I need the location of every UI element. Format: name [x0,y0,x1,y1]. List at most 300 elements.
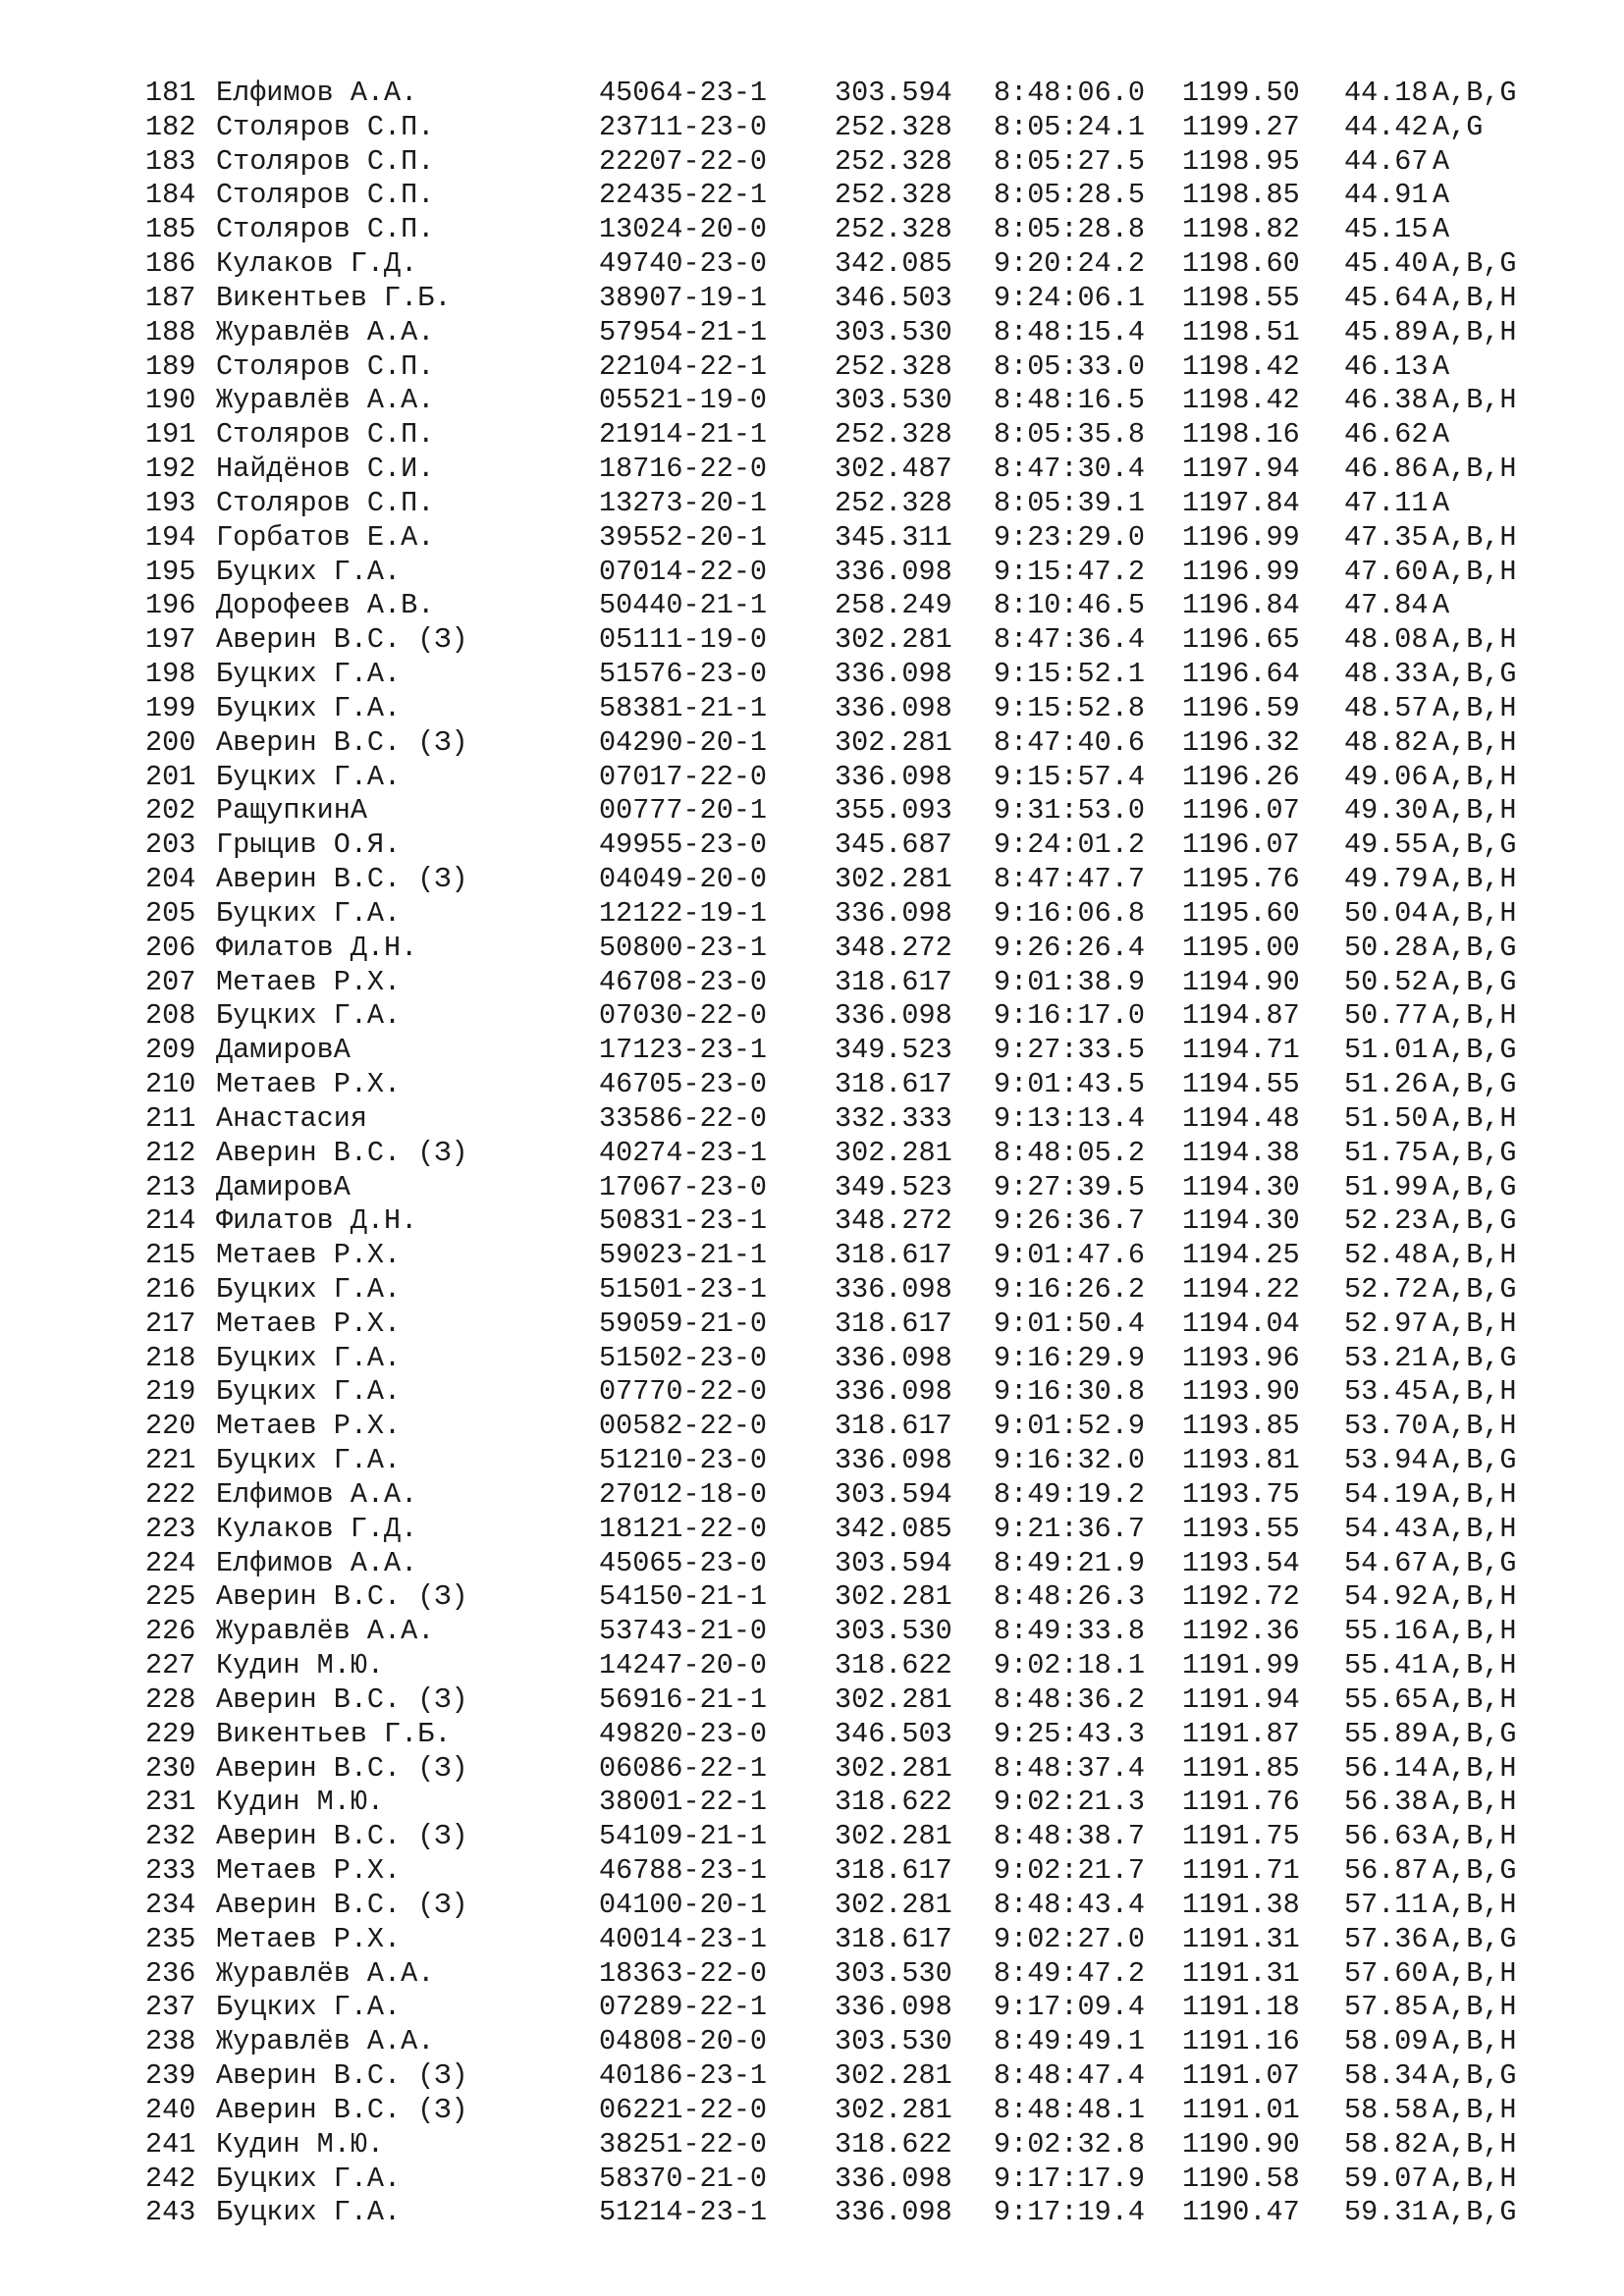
distance-cell: 342.085 [835,247,952,281]
groups-cell: A,B,G [1433,247,1517,281]
ring-number-cell: 17123-23-1 [599,1034,768,1067]
arrival-time-cell: 8:48:43.4 [994,1888,1145,1921]
distance-cell: 336.098 [835,2196,952,2229]
ring-number-cell: 05521-19-0 [599,384,768,417]
place-cell: 182 [145,110,196,143]
result-row [145,1513,1549,1547]
result-row [145,487,1549,521]
speed-cell: 1198.16 [1182,418,1300,452]
result-row [145,1102,1549,1137]
coefficient-cell: 55.65 [1344,1682,1429,1716]
groups-cell: A [1433,213,1450,246]
place-cell: 215 [145,1239,196,1272]
result-row [145,1752,1549,1787]
coefficient-cell: 46.62 [1344,418,1429,452]
groups-cell: A [1433,589,1450,622]
ring-number-cell: 40014-23-1 [599,1922,768,1955]
speed-cell: 1196.99 [1182,520,1300,554]
speed-cell: 1198.42 [1182,349,1300,383]
speed-cell: 1190.58 [1182,2162,1300,2195]
arrival-time-cell: 9:13:13.4 [994,1101,1145,1135]
arrival-time-cell: 8:48:38.7 [994,1820,1145,1853]
speed-cell: 1196.59 [1182,691,1300,724]
result-row [145,384,1549,418]
speed-cell: 1195.76 [1182,863,1300,896]
distance-cell: 302.487 [835,453,952,486]
distance-cell: 336.098 [835,2162,952,2195]
result-row [145,1478,1549,1513]
place-cell: 241 [145,2127,196,2161]
ring-number-cell: 12122-19-1 [599,896,768,930]
groups-cell: A,B,G [1433,1546,1517,1579]
result-row [145,1342,1549,1376]
place-cell: 219 [145,1375,196,1409]
groups-cell: A,B,H [1433,384,1517,417]
speed-cell: 1191.31 [1182,1956,1300,1990]
groups-cell: A,B,H [1433,1580,1517,1614]
groups-cell: A,B,G [1433,931,1517,964]
distance-cell: 336.098 [835,1444,952,1477]
result-row [145,1171,1549,1205]
ring-number-cell: 23711-23-0 [599,110,768,143]
result-row [145,2094,1549,2128]
place-cell: 201 [145,760,196,793]
speed-cell: 1199.50 [1182,77,1300,109]
result-row [145,2128,1549,2163]
groups-cell: A [1433,349,1450,383]
place-cell: 229 [145,1717,196,1750]
arrival-time-cell: 9:01:52.9 [994,1410,1145,1443]
distance-cell: 302.281 [835,623,952,657]
groups-cell: A,B,H [1433,1307,1517,1340]
arrival-time-cell: 8:49:21.9 [994,1546,1145,1579]
distance-cell: 336.098 [835,1272,952,1306]
result-row [145,658,1549,692]
arrival-time-cell: 9:16:17.0 [994,999,1145,1033]
result-row [145,2025,1549,2059]
ring-number-cell: 13273-20-1 [599,486,768,519]
fancier-name-cell: Аверин В.С. (З) [216,725,468,759]
coefficient-cell: 50.04 [1344,896,1429,930]
ring-number-cell: 58381-21-1 [599,691,768,724]
place-cell: 188 [145,315,196,348]
speed-cell: 1191.31 [1182,1922,1300,1955]
groups-cell: A,B,G [1433,1922,1517,1955]
arrival-time-cell: 8:48:15.4 [994,315,1145,348]
coefficient-cell: 52.48 [1344,1239,1429,1272]
distance-cell: 252.328 [835,144,952,178]
groups-cell: A,B,G [1433,1272,1517,1306]
ring-number-cell: 57954-21-1 [599,315,768,348]
result-row [145,1991,1549,2025]
coefficient-cell: 47.84 [1344,589,1429,622]
place-cell: 212 [145,1136,196,1169]
groups-cell: A,B,H [1433,1751,1517,1785]
arrival-time-cell: 8:05:28.5 [994,179,1145,212]
groups-cell: A,B,H [1433,1649,1517,1682]
arrival-time-cell: 9:02:32.8 [994,2127,1145,2161]
speed-cell: 1193.85 [1182,1410,1300,1443]
coefficient-cell: 48.08 [1344,623,1429,657]
fancier-name-cell: Найдёнов С.И. [216,453,435,486]
groups-cell: A,B,H [1433,1615,1517,1648]
coefficient-cell: 49.06 [1344,760,1429,793]
result-row [145,145,1549,180]
groups-cell: A,B,H [1433,1512,1517,1545]
arrival-time-cell: 9:02:21.3 [994,1786,1145,1819]
arrival-time-cell: 9:17:09.4 [994,1991,1145,2024]
groups-cell: A,B,H [1433,2162,1517,2195]
fancier-name-cell: Елфимов А.А. [216,77,418,109]
coefficient-cell: 45.40 [1344,247,1429,281]
groups-cell: A,B,H [1433,1991,1517,2024]
distance-cell: 303.530 [835,2025,952,2058]
ring-number-cell: 50440-21-1 [599,589,768,622]
arrival-time-cell: 9:01:43.5 [994,1068,1145,1101]
arrival-time-cell: 8:48:16.5 [994,384,1145,417]
result-row [145,1410,1549,1444]
place-cell: 213 [145,1170,196,1203]
result-row [145,77,1549,111]
fancier-name-cell: Дорофеев А.В. [216,589,435,622]
ring-number-cell: 46788-23-1 [599,1854,768,1888]
ring-number-cell: 04290-20-1 [599,725,768,759]
arrival-time-cell: 9:20:24.2 [994,247,1145,281]
ring-number-cell: 21914-21-1 [599,418,768,452]
result-row [145,623,1549,658]
arrival-time-cell: 8:48:48.1 [994,2093,1145,2126]
fancier-name-cell: Филатов Д.Н. [216,931,418,964]
arrival-time-cell: 9:02:21.7 [994,1854,1145,1888]
groups-cell: A,B,H [1433,999,1517,1033]
fancier-name-cell: Кудин М.Ю. [216,1649,385,1682]
result-row [145,863,1549,897]
coefficient-cell: 55.89 [1344,1717,1429,1750]
speed-cell: 1191.75 [1182,1820,1300,1853]
arrival-time-cell: 9:15:47.2 [994,555,1145,588]
result-row [145,1068,1549,1102]
arrival-time-cell: 9:27:33.5 [994,1034,1145,1067]
speed-cell: 1191.16 [1182,2025,1300,2058]
distance-cell: 318.617 [835,1854,952,1888]
groups-cell: A,B,H [1433,2093,1517,2126]
arrival-time-cell: 9:16:26.2 [994,1272,1145,1306]
place-cell: 224 [145,1546,196,1579]
ring-number-cell: 04100-20-1 [599,1888,768,1921]
ring-number-cell: 22207-22-0 [599,144,768,178]
speed-cell: 1192.36 [1182,1615,1300,1648]
place-cell: 181 [145,77,196,109]
arrival-time-cell: 8:05:39.1 [994,486,1145,519]
place-cell: 207 [145,965,196,998]
distance-cell: 302.281 [835,725,952,759]
fancier-name-cell: Аверин В.С. (З) [216,1888,468,1921]
place-cell: 190 [145,384,196,417]
arrival-time-cell: 9:01:38.9 [994,965,1145,998]
speed-cell: 1196.84 [1182,589,1300,622]
result-row [145,316,1549,350]
ring-number-cell: 06221-22-0 [599,2093,768,2126]
fancier-name-cell: ДамировА [216,1034,351,1067]
fancier-name-cell: РащупкинА [216,794,367,828]
speed-cell: 1198.95 [1182,144,1300,178]
coefficient-cell: 54.67 [1344,1546,1429,1579]
speed-cell: 1191.71 [1182,1854,1300,1888]
coefficient-cell: 51.50 [1344,1101,1429,1135]
result-row [145,1547,1549,1581]
coefficient-cell: 56.14 [1344,1751,1429,1785]
coefficient-cell: 53.21 [1344,1341,1429,1374]
result-row [145,2059,1549,2094]
coefficient-cell: 58.58 [1344,2093,1429,2126]
fancier-name-cell: Метаев Р.Х. [216,1854,402,1888]
arrival-time-cell: 9:16:29.9 [994,1341,1145,1374]
result-row [145,761,1549,795]
distance-cell: 303.530 [835,1956,952,1990]
ring-number-cell: 46708-23-0 [599,965,768,998]
place-cell: 223 [145,1512,196,1545]
distance-cell: 336.098 [835,1375,952,1409]
arrival-time-cell: 9:02:27.0 [994,1922,1145,1955]
groups-cell: A,B,H [1433,453,1517,486]
arrival-time-cell: 8:47:30.4 [994,453,1145,486]
distance-cell: 318.622 [835,1649,952,1682]
result-row [145,1957,1549,1992]
distance-cell: 303.594 [835,1546,952,1579]
result-row [145,897,1549,932]
fancier-name-cell: Буцких Г.А. [216,555,402,588]
coefficient-cell: 48.82 [1344,725,1429,759]
fancier-name-cell: Грыцив О.Я. [216,828,402,862]
speed-cell: 1196.26 [1182,760,1300,793]
place-cell: 231 [145,1786,196,1819]
fancier-name-cell: Аверин В.С. (З) [216,1751,468,1785]
arrival-time-cell: 9:15:52.8 [994,691,1145,724]
ring-number-cell: 51502-23-0 [599,1341,768,1374]
place-cell: 226 [145,1615,196,1648]
distance-cell: 336.098 [835,999,952,1033]
place-cell: 225 [145,1580,196,1614]
result-row [145,999,1549,1034]
results-table [145,77,1549,2230]
coefficient-cell: 53.45 [1344,1375,1429,1409]
speed-cell: 1194.04 [1182,1307,1300,1340]
fancier-name-cell: Буцких Г.А. [216,691,402,724]
fancier-name-cell: Горбатов Е.А. [216,520,435,554]
speed-cell: 1196.65 [1182,623,1300,657]
arrival-time-cell: 9:17:19.4 [994,2196,1145,2229]
distance-cell: 318.617 [835,1239,952,1272]
ring-number-cell: 18363-22-0 [599,1956,768,1990]
result-row [145,282,1549,316]
result-row [145,213,1549,247]
result-row [145,1786,1549,1820]
ring-number-cell: 33586-22-0 [599,1101,768,1135]
place-cell: 193 [145,486,196,519]
fancier-name-cell: Журавлёв А.А. [216,315,435,348]
coefficient-cell: 55.41 [1344,1649,1429,1682]
arrival-time-cell: 8:48:05.2 [994,1136,1145,1169]
distance-cell: 302.281 [835,1751,952,1785]
fancier-name-cell: Аверин В.С. (З) [216,1820,468,1853]
groups-cell: A,B,H [1433,725,1517,759]
arrival-time-cell: 8:05:33.0 [994,349,1145,383]
place-cell: 227 [145,1649,196,1682]
place-cell: 199 [145,691,196,724]
place-cell: 204 [145,863,196,896]
ring-number-cell: 49955-23-0 [599,828,768,862]
coefficient-cell: 57.36 [1344,1922,1429,1955]
fancier-name-cell: Аверин В.С. (З) [216,1136,468,1169]
groups-cell: A,B,G [1433,2059,1517,2093]
coefficient-cell: 50.52 [1344,965,1429,998]
coefficient-cell: 58.34 [1344,2059,1429,2093]
ring-number-cell: 07030-22-0 [599,999,768,1033]
result-row [145,589,1549,623]
fancier-name-cell: Викентьев Г.Б. [216,281,452,314]
result-row [145,179,1549,213]
ring-number-cell: 07017-22-0 [599,760,768,793]
fancier-name-cell: Кудин М.Ю. [216,1786,385,1819]
fancier-name-cell: Буцких Г.А. [216,896,402,930]
place-cell: 216 [145,1272,196,1306]
fancier-name-cell: Журавлёв А.А. [216,1956,435,1990]
fancier-name-cell: Метаев Р.Х. [216,1239,402,1272]
ring-number-cell: 53743-21-0 [599,1615,768,1648]
fancier-name-cell: Филатов Д.Н. [216,1204,418,1238]
coefficient-cell: 56.63 [1344,1820,1429,1853]
place-cell: 186 [145,247,196,281]
distance-cell: 303.530 [835,315,952,348]
speed-cell: 1191.07 [1182,2059,1300,2093]
speed-cell: 1191.99 [1182,1649,1300,1682]
speed-cell: 1193.90 [1182,1375,1300,1409]
ring-number-cell: 51210-23-0 [599,1444,768,1477]
coefficient-cell: 57.85 [1344,1991,1429,2024]
result-row [145,350,1549,385]
fancier-name-cell: Столяров С.П. [216,179,435,212]
distance-cell: 336.098 [835,555,952,588]
distance-cell: 349.523 [835,1034,952,1067]
ring-number-cell: 07289-22-1 [599,1991,768,2024]
ring-number-cell: 50800-23-1 [599,931,768,964]
fancier-name-cell: Журавлёв А.А. [216,384,435,417]
distance-cell: 332.333 [835,1101,952,1135]
groups-cell: A [1433,179,1450,212]
coefficient-cell: 51.01 [1344,1034,1429,1067]
ring-number-cell: 18716-22-0 [599,453,768,486]
place-cell: 243 [145,2196,196,2229]
coefficient-cell: 57.11 [1344,1888,1429,1921]
coefficient-cell: 51.75 [1344,1136,1429,1169]
speed-cell: 1191.38 [1182,1888,1300,1921]
place-cell: 203 [145,828,196,862]
groups-cell: A,B,H [1433,555,1517,588]
fancier-name-cell: Анастасия [216,1101,367,1135]
arrival-time-cell: 9:15:52.1 [994,658,1145,691]
result-row [145,794,1549,828]
groups-cell: A,B,H [1433,2025,1517,2058]
place-cell: 240 [145,2093,196,2126]
fancier-name-cell: Столяров С.П. [216,486,435,519]
speed-cell: 1194.38 [1182,1136,1300,1169]
groups-cell: A,G [1433,110,1484,143]
fancier-name-cell: Елфимов А.А. [216,1477,418,1511]
speed-cell: 1190.47 [1182,2196,1300,2229]
groups-cell: A,B,G [1433,77,1517,109]
result-row [145,1444,1549,1478]
place-cell: 200 [145,725,196,759]
place-cell: 187 [145,281,196,314]
distance-cell: 303.530 [835,1615,952,1648]
coefficient-cell: 56.38 [1344,1786,1429,1819]
fancier-name-cell: Буцких Г.А. [216,1991,402,2024]
groups-cell: A,B,G [1433,1170,1517,1203]
distance-cell: 346.503 [835,281,952,314]
ring-number-cell: 07770-22-0 [599,1375,768,1409]
distance-cell: 318.622 [835,2127,952,2161]
coefficient-cell: 47.60 [1344,555,1429,588]
ring-number-cell: 05111-19-0 [599,623,768,657]
groups-cell: A,B,G [1433,1444,1517,1477]
arrival-time-cell: 8:47:40.6 [994,725,1145,759]
speed-cell: 1194.55 [1182,1068,1300,1101]
arrival-time-cell: 9:25:43.3 [994,1717,1145,1750]
place-cell: 184 [145,179,196,212]
coefficient-cell: 50.77 [1344,999,1429,1033]
fancier-name-cell: Буцких Г.А. [216,1444,402,1477]
arrival-time-cell: 9:15:57.4 [994,760,1145,793]
ring-number-cell: 39552-20-1 [599,520,768,554]
distance-cell: 336.098 [835,1341,952,1374]
ring-number-cell: 59059-21-0 [599,1307,768,1340]
coefficient-cell: 45.64 [1344,281,1429,314]
place-cell: 202 [145,794,196,828]
distance-cell: 303.530 [835,384,952,417]
ring-number-cell: 04808-20-0 [599,2025,768,2058]
distance-cell: 318.617 [835,965,952,998]
fancier-name-cell: Метаев Р.Х. [216,1410,402,1443]
speed-cell: 1193.55 [1182,1512,1300,1545]
fancier-name-cell: Метаев Р.Х. [216,1922,402,1955]
place-cell: 239 [145,2059,196,2093]
coefficient-cell: 58.09 [1344,2025,1429,2058]
distance-cell: 303.594 [835,77,952,109]
speed-cell: 1194.25 [1182,1239,1300,1272]
distance-cell: 303.594 [835,1477,952,1511]
groups-cell: A [1433,144,1450,178]
groups-cell: A,B,G [1433,1034,1517,1067]
speed-cell: 1197.84 [1182,486,1300,519]
place-cell: 183 [145,144,196,178]
fancier-name-cell: Кудин М.Ю. [216,2127,385,2161]
distance-cell: 346.503 [835,1717,952,1750]
result-row [145,1683,1549,1718]
speed-cell: 1191.87 [1182,1717,1300,1750]
distance-cell: 355.093 [835,794,952,828]
place-cell: 185 [145,213,196,246]
place-cell: 211 [145,1101,196,1135]
arrival-time-cell: 8:47:47.7 [994,863,1145,896]
fancier-name-cell: Елфимов А.А. [216,1546,418,1579]
ring-number-cell: 58370-21-0 [599,2162,768,2195]
speed-cell: 1195.00 [1182,931,1300,964]
fancier-name-cell: Кулаков Г.Д. [216,247,418,281]
groups-cell: A [1433,486,1450,519]
distance-cell: 336.098 [835,691,952,724]
fancier-name-cell: Журавлёв А.А. [216,1615,435,1648]
place-cell: 222 [145,1477,196,1511]
